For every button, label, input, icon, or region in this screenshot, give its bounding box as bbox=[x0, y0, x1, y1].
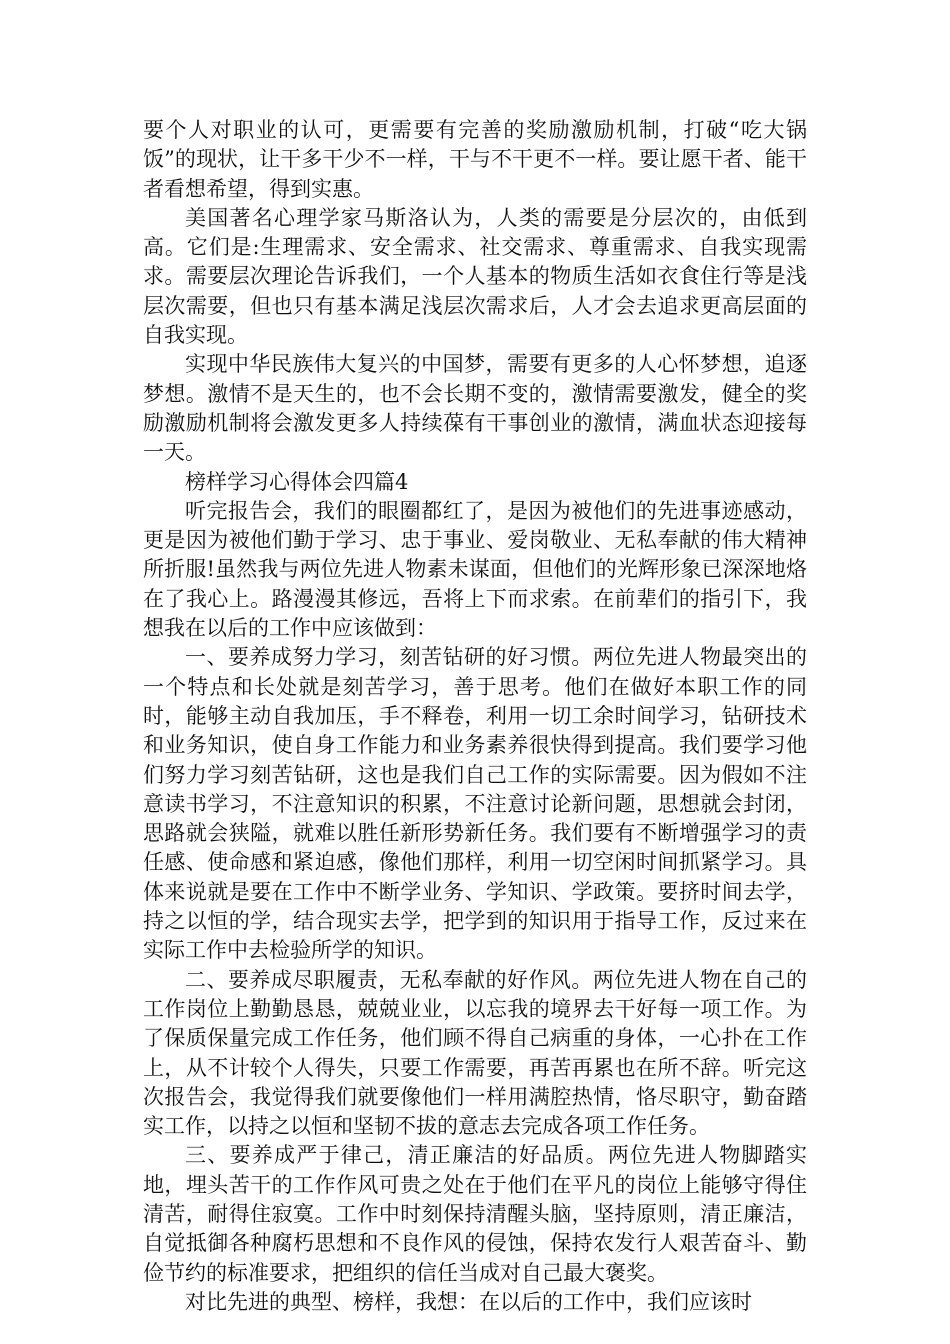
section-heading: 榜样学习心得体会四篇4 bbox=[185, 469, 409, 494]
paragraph-closing: 对比先进的典型、榜样，我想：在以后的工作中，我们应该时 bbox=[185, 1289, 752, 1314]
paragraph-report-meeting: 听完报告会，我们的眼圈都红了，是因为被他们的先进事迹感动，更是因为被他们勤于学习、忠于事业、爱岗敬业、无私奉献的伟大精神所折服!虽然我与两位先进人物素未谋面，但他们的光辉形象已深深地烙在了我心上。路漫漫其修远，吾将上下而求索。在前辈们的指引下，我想我在以后的工作中应该做到： bbox=[143, 498, 807, 641]
paragraph-point-one: 一、要养成努力学习，刻苦钻研的好习惯。两位先进人物最突出的一个特点和长处就是刻苦学习，善于思考。他们在做好本职工作的同时，能够主动自我加压，手不释卷，利用一切工余时间学习，钻研技术和业务知识，使自身工作能力和业务素养很快得到提高。我们要学习他们努力学习刻苦钻研，这也是我们自己工作的实际需要。因为假如不注意读书学习，不注意知识的积累，不注意讨论新问题，思想就会封闭，思路就会狭隘，就难以胜任新形势新任务。我们要有不断增强学习的责任感、使命感和紧迫感，像他们那样，利用一切空闲时间抓紧学习。具体来说就是要在工作中不断学业务、学知识、学政策。要挤时间去学，持之以恒的学，结合现实去学，把学到的知识用于指导工作，反过来在实际工作中去检验所学的知识。 bbox=[143, 645, 807, 963]
paragraph-maslow: 美国著名心理学家马斯洛认为，人类的需要是分层次的，由低到高。它们是:生理需求、安全需求、社交需求、尊重需求、自我实现需求。需要层次理论告诉我们，一个人基本的物质生活如衣食住行等是浅层次需要，但也只有基本满足浅层次需求后，人才会去追求更高层面的自我实现。 bbox=[143, 205, 807, 348]
paragraph-point-two: 二、要养成尽职履责，无私奉献的好作风。两位先进人物在自己的工作岗位上勤勤恳恳，兢兢业业，以忘我的境界去干好每一项工作。为了保质保量完成工作任务，他们顾不得自己病重的身体，一心扑在工作上，从不计较个人得失，只要工作需要，再苦再累也在所不辞。听完这次报告会，我觉得我们就要像他们一样用满腔热情，恪尽职守，勤奋踏实工作，以持之以恒和坚韧不拔的意志去完成各项工作任务。 bbox=[143, 967, 807, 1139]
paragraph-intro-continuation: 要个人对职业的认可，更需要有完善的奖励激励机制，打破“吃大锅饭”的现状，让干多干少不一样，干与不干更不一样。要让愿干者、能干者看想希望，得到实惠。 bbox=[143, 118, 807, 201]
document-body bbox=[143, 116, 807, 1317]
paragraph-chinese-dream: 实现中华民族伟大复兴的中国梦，需要有更多的人心怀梦想，追逐梦想。激情不是天生的，也不会长期不变的，激情需要激发，健全的奖励激励机制将会激发更多人持续葆有干事创业的激情，满血状态迎接每一天。 bbox=[143, 352, 807, 465]
paragraph-point-three: 三、要养成严于律己，清正廉洁的好品质。两位先进人物脚踏实地，埋头苦干的工作作风可贵之处在于他们在平凡的岗位上能够守得住清苦，耐得住寂寞。工作中时刻保持清醒头脑，坚持原则，清正廉洁，自觉抵御各种腐朽思想和不良作风的侵蚀，保持农发行人艰苦奋斗、勤俭节约的标准要求，把组织的信任当成对自己最大褒奖。 bbox=[143, 1143, 807, 1285]
